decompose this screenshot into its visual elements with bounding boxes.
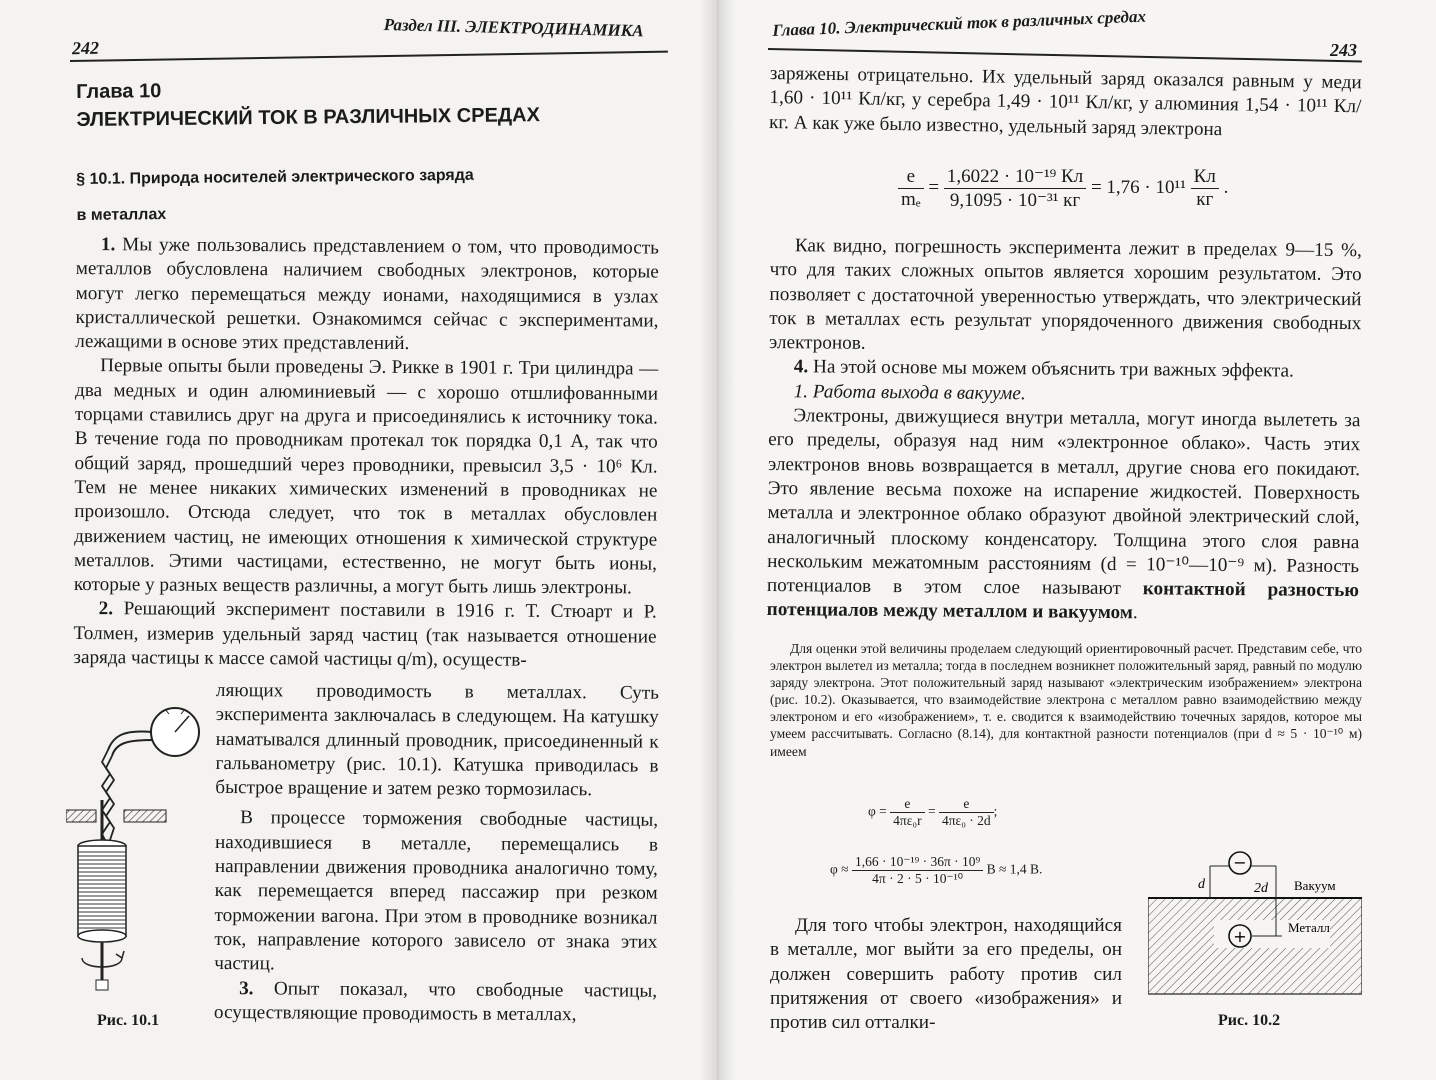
small-paragraph: Для оценки этой величины проделаем следующий ориентировочный расчет. Представим себе, что электрон вылетел из металла; тогда в последнем возникнет положительный заряд, равный по модулю заряду электрона. Этот положительный заряд называют «электрическим изображением» электрона (рис. 10.2). Оказывается, что взаимодействие электрона с металлом равно взаимодействию между электроном и его «изображением», т. е. сводится к взаимодействию точечных зарядов, которое мы умеем рассчитывать. Согласно (8.14), для контактной разности потенциалов (при d ≈ 5 · 10⁻¹⁰ м) имеем [770, 641, 1362, 759]
potential-formula: φ = $\frac{e}{\text{4πε₀r}}$ = $\frac{e}{\text{4πε₀ · 2d}}$ ; [868, 796, 998, 828]
paragraph-text: Мы уже пользовались представлением о том, что проводимость металлов обусловлена наличием свободных электронов, которые могут легко перемещаться между ионами, находящимися в узлах кристаллической решетки. Ознакомимся сейчас с экспериментами, лежащими в основе этих представлений. [75, 234, 659, 355]
page-number-left: 242 [71, 37, 100, 59]
left-text-block [73, 233, 659, 674]
paragraph-text: Решающий эксперимент поставили в 1916 г. Т. Стюарт и Р. Толмен, измерив удельный заряд частиц (так называется отношение заряда частицы к массе самой частицы q/m), осуществ- [73, 598, 657, 671]
paragraph-text: Опыт показал, что свободные частицы, осуществляющие проводимость в металлах, [213, 977, 658, 1026]
paragraph: Первые опыты были проведены Э. Рикке в 1901 г. Три цилиндра — два медных и один алюминиевый — с хорошо отшлифованными торцами ставились друг на друга и присоединялись к источнику тока. В течение года по проводникам протекал ток порядка 0,1 А, так что общий заряд, прошедший через проводники, превысил 3,5 · 10⁶ Кл. Тем не менее никаких химических изменений в проводниках не произошло. Отсюда следует, что ток в металлах обусловлен движением частиц, не имеющих отношения к химической структуре металлов. Этими частицами, естественно, не могут быть ионы, которые у разных веществ различны, а могут быть лишь электроны. [73, 355, 659, 599]
paragraph-number: 4. [793, 356, 809, 378]
paragraph-number: 2. [98, 598, 114, 620]
section-heading [76, 156, 677, 234]
label-vacuum: Вакуум [1294, 878, 1336, 893]
paragraph-number: 1. [100, 234, 116, 256]
header-rule-left [70, 51, 668, 62]
paragraph: Как видно, погрешность эксперимента лежит в пределах 9—15 %, что для таких сложных опытов является хорошим результатом. Это позволяет с достаточной уверенностью утверждать, что электрический ток в металлах есть результат упорядоченного движения свободных электронов. [768, 235, 1362, 355]
paragraph [73, 597, 656, 673]
paragraph-text: Электроны, движущиеся внутри металла, могут иногда вылететь за его пределы, образуя над ним «электронное облако». Часть этих электронов вновь возвращается в металл, другие снова его покидают. Это явление весьма похоже на испарение жидкостей. Поверхность металла и электронное облако образуют двойной электрический слой, аналогичный плоскому конденсатору. Толщина этого слоя равна нескольким межатомным расстояниям (d = 10⁻¹⁰—10⁻⁹ м). Разность потенциалов в этом слое называют [766, 405, 1361, 600]
paragraph: Для того чтобы электрон, находящийся в металле, мог выйти за его пределы, он должен совершить работу против сил притяжения от своего «изображения» и против сил отталки- [770, 915, 1122, 1034]
chapter-heading [76, 73, 540, 134]
paragraph: В процессе торможения свободные частицы, находившиеся в металле, перемещались в направлении движения проводника аналогично тому, как перемещается вперед пассажир при резком торможении вагона. При этом в проводнике возникал ток, направление которого зависело от знака этих частиц. [214, 807, 659, 975]
paragraph-text: На этой основе мы можем объяснить три важных эффекта. [808, 356, 1294, 383]
label-d: d [1198, 877, 1205, 892]
paragraph: ляющих проводимость в металлах. Суть эксперимента заключалась в следующем. На катушку наматывался длинный проводник, присоединенный к гальванометру (рис. 10.1). Катушка приводилась в быстрое вращение и затем резко тормозилась. [215, 680, 659, 801]
right-text-top [769, 62, 1362, 144]
electron-label: − [1233, 853, 1247, 872]
paragraph [214, 977, 657, 1028]
figure-caption: Рис. 10.1 [97, 1012, 160, 1029]
paragraph [75, 233, 659, 358]
bold-term: контактной разностью потенциалов между металлом и вакуумом [766, 578, 1360, 624]
page-number-right: 243 [1330, 40, 1357, 60]
chapter-label: Глава 10 [76, 80, 162, 103]
small-print-block [770, 640, 1362, 760]
running-head-left: Раздел III. ЭЛЕКТРОДИНАМИКА [383, 15, 644, 41]
right-text-middle [767, 234, 1362, 628]
section-title-line1: § 10.1. Природа носителей электрического заряда [76, 166, 474, 188]
paragraph: Электроны, движущиеся внутри металла, могут иногда вылететь за его пределы, образуя над ним «электронное облако». Часть этих электронов вновь возвращается в металл, другие снова его покидают. Это явление весьма похоже на испарение жидкостей. Поверхность металла и электронное облако образуют двойной электрический слой, аналогичный плоскому конденсатору. Толщина этого слоя равна нескольким межатомным расстояниям (d = 10⁻¹⁰—10⁻⁹ м). Разность потенциалов в этом слое называют контактной разностью потенциалов между металлом и вакуумом. [766, 405, 1361, 624]
book-gutter [700, 0, 736, 1080]
figure-caption: Рис. 10.2 [1218, 1012, 1281, 1029]
header-rule-right [768, 48, 1362, 62]
label-metal: Металл [1288, 920, 1330, 935]
chapter-title: ЭЛЕКТРИЧЕСКИЙ ТОК В РАЗЛИЧНЫХ СРЕДАХ [76, 104, 540, 131]
paragraph: заряжены отрицательно. Их удельный заряд оказался равным у меди 1,60 · 10¹¹ Кл/кг, у серебра 1,49 · 10¹¹ Кл/кг, у алюминия 1,54 · 10¹¹ Кл/кг. А как уже было известно, удельный заряд электрона [768, 62, 1362, 140]
subsection-title: 1. Работа выхода в вакууме. [793, 380, 1026, 405]
figure-10-1-coil [66, 700, 206, 1000]
left-wrap-text-block [214, 679, 659, 1028]
potential-estimate-formula: φ ≈ $\frac{\text{1,66 · 10⁻¹⁹ · 36π · 10⁹}}{\text{4π · 2 · 5 · 10⁻¹⁰}}$ В ≈ 1,4 В. [830, 854, 1043, 886]
running-head-right: Глава 10. Электрический ток в различных средах [772, 6, 1147, 40]
label-2d: 2d [1254, 881, 1268, 896]
section-title-line2: в металлах [76, 206, 167, 224]
specific-charge-formula: $\frac{e}{\text{mₑ}}$ = $\frac{\text{1,6022 · 10⁻¹⁹ Кл}}{\text{9,1095 · 10⁻³¹ кг}}$ = 1,76 · 10¹¹ $\frac{Кл}{кг}$ . [898, 165, 1228, 212]
right-page [718, 0, 1436, 1080]
image-charge-label: + [1233, 927, 1247, 946]
paragraph-number: 3. [239, 977, 254, 999]
right-text-bottom [770, 914, 1122, 1035]
figure-10-2-image-charge [1148, 848, 1362, 1008]
